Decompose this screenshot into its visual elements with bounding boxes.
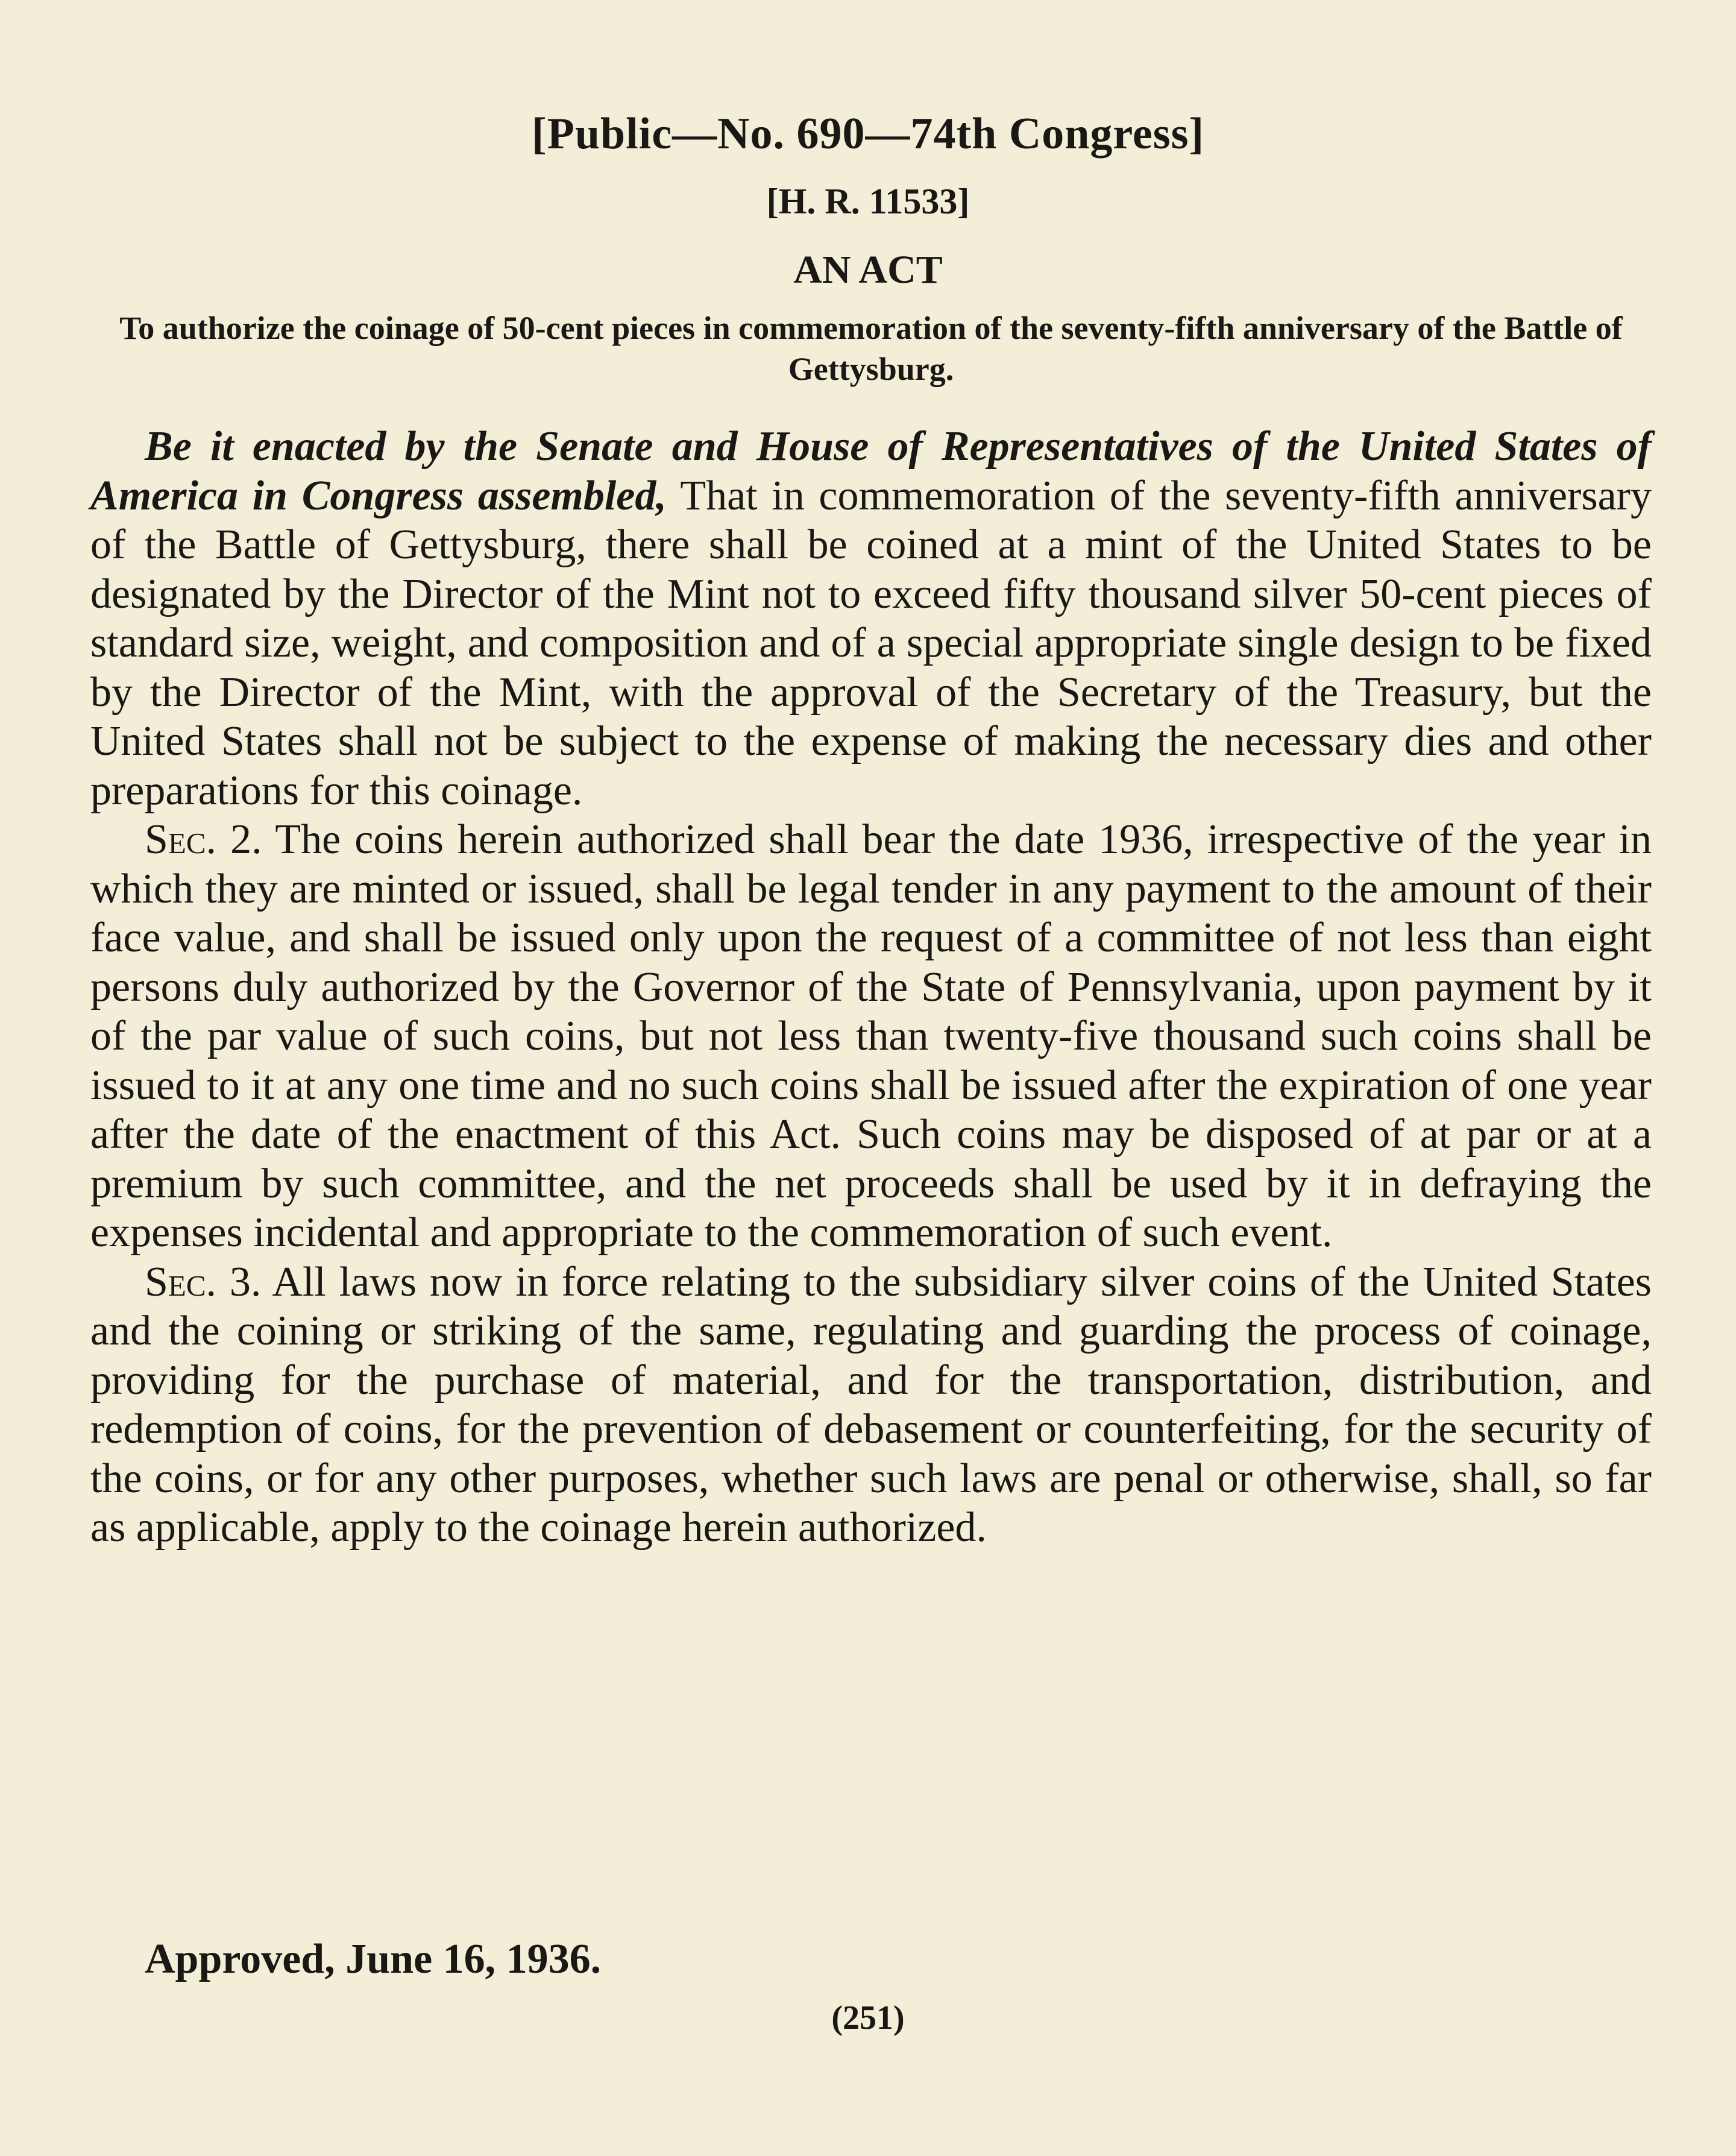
page-number: (251) bbox=[831, 1999, 905, 2037]
section-2-paragraph bbox=[90, 815, 1652, 1258]
bill-number: [H. R. 11533] bbox=[766, 181, 970, 221]
section-3-label: Sec. 3. bbox=[145, 1258, 262, 1305]
act-purpose: To authorize the coinage of 50-cent pieces in commemoration of the seventy-fifth anniversary of the Battle of Gettysburg. bbox=[119, 310, 1623, 387]
section-1-text: That in commemoration of the seventy-fifth anniversary of the Battle of Gettysburg, there shall be coined at a mint of the United States to be designated by the Director of the Mint not to exceed fifty thousand silver 50-cent pieces of standard size, weight, and composition and of a special appropriate single design to be fixed by the Director of the Mint, with the approval of the Secretary of the Treasury, but the United States shall not be subject to the expense of making the necessary dies and other preparations for this coinage. bbox=[90, 472, 1652, 814]
enacting-clause: Be it enacted by the Senate and House of Representatives of the United States of America in Congress assembled, bbox=[90, 423, 1652, 519]
approval-date: Approved, June 16, 1936. bbox=[145, 1936, 602, 1982]
section-2-text: The coins herein authorized shall bear the date 1936, irrespective of the year in which they are minted or issued, shall be legal tender in any payment to the amount of their face value, and shall be issued only upon the request of a committee of not less than eight persons duly authorized by the Governor of the State of Pennsylvania, upon payment by it of the par value of such coins, but not less than twenty-five thousand such coins shall be issued to it at any one time and no such coins shall be issued after the expiration of one year after the date of the enactment of this Act. Such coins may be disposed of at par or at a premium by such committee, and the net proceeds shall be used by it in defraying the expenses incidental and appropriate to the commemoration of such event. bbox=[90, 816, 1652, 1256]
public-law-heading: [Public—No. 690—74th Congress] bbox=[531, 109, 1205, 159]
act-body bbox=[90, 422, 1652, 1552]
section-3-text: All laws now in force relating to the subsidiary silver coins of the United States and the coining or striking of the same, regulating and guarding the process of coinage, providing for the purchase of material, and for the transportation, distribution, and redemption of coins, for the prevention of debasement or counterfeiting, for the security of the coins, or for any other purposes, whether such laws are penal or otherwise, shall, so far as applicable, apply to the coinage herein authorized. bbox=[90, 1258, 1652, 1551]
section-3-paragraph bbox=[90, 1258, 1652, 1552]
act-title: AN ACT bbox=[793, 248, 943, 292]
section-2-label: Sec. 2. bbox=[145, 816, 262, 863]
section-1-paragraph bbox=[90, 422, 1652, 815]
